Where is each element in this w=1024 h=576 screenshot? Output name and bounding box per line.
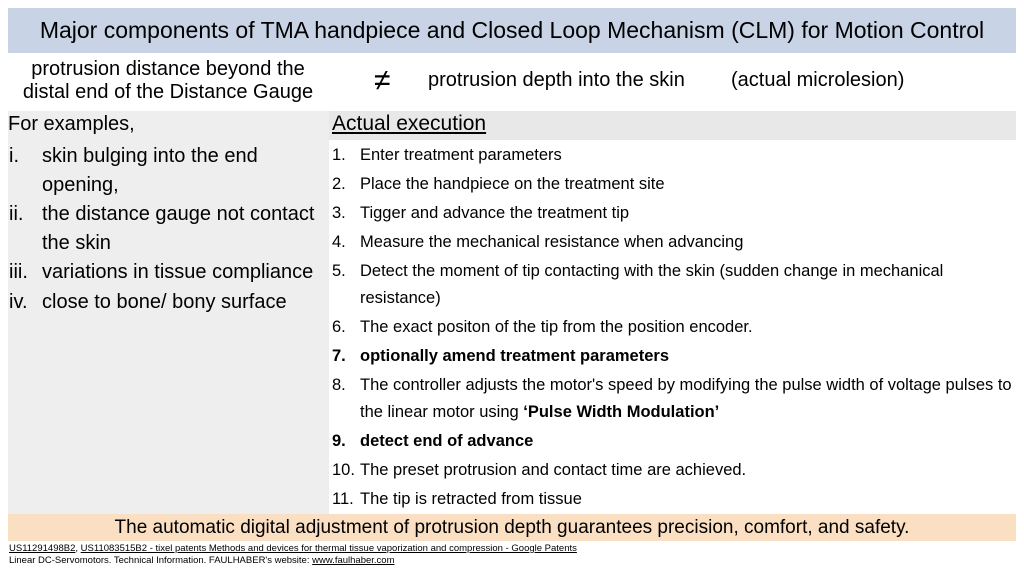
- example-marker: iv.: [9, 290, 28, 313]
- step-number: 2.: [332, 175, 346, 193]
- step-item: [329, 457, 1016, 484]
- example-item: [8, 200, 329, 257]
- example-marker: ii.: [9, 203, 24, 225]
- step-number: 7.: [332, 347, 346, 365]
- example-text: variations in tissue compliance: [42, 261, 314, 283]
- comparison-middle: protrusion depth into the skin: [428, 69, 685, 91]
- step-text: The exact positon of the tip from the position encoder.: [360, 318, 753, 336]
- step-text: Measure the mechanical resistance when advancing: [360, 233, 744, 251]
- comparison-row: [8, 56, 1016, 106]
- execution-heading-bar: [329, 111, 1016, 140]
- step-text: The controller adjusts the motor's speed by modifying the pulse width of voltage pulses to the linear motor using: [360, 376, 1012, 421]
- example-item: [8, 258, 329, 287]
- step-item: [329, 343, 1016, 370]
- comparison-left-line2: distal end of the Distance Gauge: [22, 81, 314, 103]
- step-text: Place the handpiece on the treatment site: [360, 175, 665, 193]
- example-marker: i.: [9, 145, 19, 167]
- example-text: the distance gauge not contact the skin: [42, 203, 315, 254]
- example-marker: iii.: [9, 261, 28, 283]
- execution-steps: [329, 142, 1016, 515]
- patent-link-1[interactable]: US11291498B2: [9, 543, 76, 554]
- example-text: close to bone/ bony surface: [42, 290, 287, 313]
- step-number: 1.: [332, 146, 346, 164]
- conclusion-banner: [8, 514, 1016, 541]
- step-item: [329, 171, 1016, 198]
- step-number: 3.: [332, 204, 346, 222]
- reference-text: Linear DC-Servomotors. Technical Information. FAULHABER's website:: [9, 554, 313, 566]
- examples-list: [8, 142, 329, 317]
- step-text: detect end of advance: [360, 432, 534, 450]
- reference-line-1: [9, 543, 577, 555]
- examples-panel: [8, 111, 329, 514]
- step-number: 11.: [332, 490, 354, 508]
- step-text: Detect the moment of tip contacting with the skin (sudden change in mechanical resistance): [360, 262, 944, 307]
- step-number: 5.: [332, 262, 346, 280]
- step-item: [329, 314, 1016, 341]
- execution-heading: Actual execution: [332, 112, 487, 135]
- slide-title-text: Major components of TMA handpiece and Closed Loop Mechanism (CLM) for Motion Control: [39, 17, 985, 43]
- slide-title: [8, 8, 1016, 53]
- step-item: [329, 428, 1016, 455]
- example-item: [8, 142, 329, 199]
- faulhaber-link[interactable]: www.faulhaber.com: [312, 554, 395, 566]
- step-text: Enter treatment parameters: [360, 146, 562, 164]
- reference-line-2: [9, 555, 577, 567]
- step-text: The preset protrusion and contact time are achieved.: [360, 461, 747, 479]
- step-item: [329, 486, 1016, 513]
- comparison-right: (actual microlesion): [731, 69, 905, 91]
- step-item: [329, 372, 1016, 426]
- step-text: The tip is retracted from tissue: [360, 490, 582, 508]
- reference-separator: ,: [75, 543, 81, 554]
- references: [9, 543, 577, 566]
- patent-link-2[interactable]: US11083515B2 - tixel patents Methods and devices for thermal tissue vaporization and compression - Google Patents: [80, 543, 577, 554]
- example-text: skin bulging into the end opening,: [42, 145, 258, 196]
- step-item: [329, 200, 1016, 227]
- step-bold-text: ‘Pulse Width Modulation’: [523, 403, 720, 421]
- step-number: 10.: [332, 461, 355, 479]
- step-number: 6.: [332, 318, 346, 336]
- step-item: [329, 229, 1016, 256]
- step-item: [329, 258, 1016, 312]
- not-equal-symbol: ≠: [374, 64, 391, 97]
- comparison-left: [8, 58, 328, 104]
- comparison-left-line1: protrusion distance beyond the: [31, 58, 305, 80]
- step-item: [329, 142, 1016, 169]
- step-number: 8.: [332, 376, 346, 394]
- conclusion-text: The automatic digital adjustment of protrusion depth guarantees precision, comfort, and safety.: [114, 516, 910, 538]
- example-item: [8, 288, 329, 317]
- step-text: optionally amend treatment parameters: [360, 347, 670, 365]
- step-number: 9.: [332, 432, 346, 450]
- step-text: Tigger and advance the treatment tip: [360, 204, 630, 222]
- examples-heading: For examples,: [8, 113, 135, 135]
- step-number: 4.: [332, 233, 346, 251]
